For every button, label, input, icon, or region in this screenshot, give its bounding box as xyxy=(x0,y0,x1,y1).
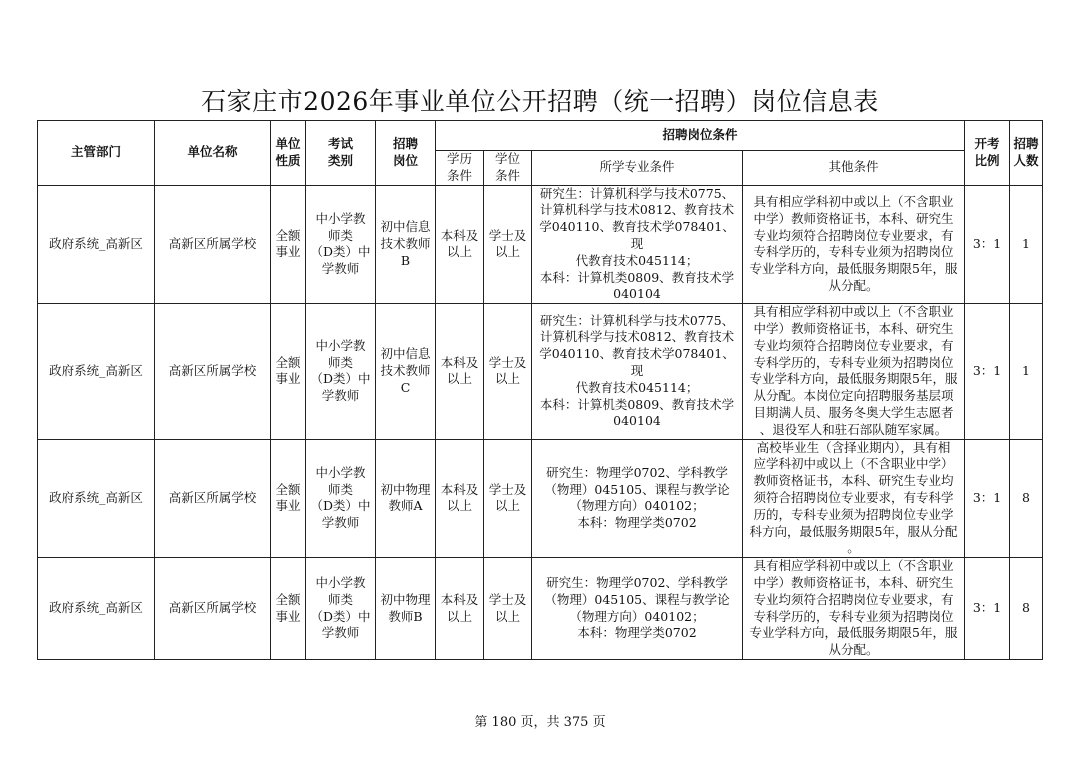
cell-degree: 学士及 以上 xyxy=(484,558,532,660)
cell-dept: 政府系统_高新区 xyxy=(38,439,155,558)
cell-other: 具有相应学科初中或以上（不含职业 中学）教师资格证书，本科、研究生 专业均须符合招聘岗位专业要求，有 专科学历的，专科专业须为招聘岗位 专业学科方向，最低服务期限5年，服 从分配。 xyxy=(743,185,965,304)
cell-position: 初中信息 技术教师 B xyxy=(376,185,436,304)
page-title: 石家庄市2026年事业单位公开招聘（统一招聘）岗位信息表 xyxy=(201,87,879,116)
cell-dept: 政府系统_高新区 xyxy=(38,185,155,304)
table-row xyxy=(38,558,1043,660)
cell-degree: 学士及 以上 xyxy=(484,185,532,304)
header-conditions-group: 招聘岗位条件 xyxy=(436,121,965,151)
header-unit: 单位名称 xyxy=(155,121,271,186)
cell-other: 具有相应学科初中或以上（不含职业 中学）教师资格证书，本科、研究生 专业均须符合招聘岗位专业要求，有 专科学历的，专科专业须为招聘岗位 专业学科方向，最低服务期限5年，服 从分配。 xyxy=(743,558,965,660)
header-major: 所学专业条件 xyxy=(532,151,743,186)
cell-nature: 全额 事业 xyxy=(271,185,306,304)
cell-position: 初中信息 技术教师 C xyxy=(376,304,436,439)
cell-dept: 政府系统_高新区 xyxy=(38,558,155,660)
header-education: 学历 条件 xyxy=(436,151,484,186)
cell-ratio: 3：1 xyxy=(965,558,1010,660)
cell-degree: 学士及 以上 xyxy=(484,439,532,558)
cell-other: 具有相应学科初中或以上（不含职业 中学）教师资格证书，本科、研究生 专业均须符合招聘岗位专业要求，有 专科学历的，专科专业须为招聘岗位 专业学科方向，最低服务期限5年，服 从分配。本岗位定向招聘服务基层项 目期满人员、服务冬奥大学生志愿者 、退役军人和驻石部队随军家属。 xyxy=(743,304,965,439)
cell-nature: 全额 事业 xyxy=(271,439,306,558)
cell-ratio: 3：1 xyxy=(965,439,1010,558)
table-row xyxy=(38,439,1043,558)
cell-major: 研究生：物理学0702、学科教学 （物理）045105、课程与教学论 （物理方向）040102； 本科：物理学类0702 xyxy=(532,558,743,660)
table-row xyxy=(38,185,1043,304)
cell-count: 1 xyxy=(1010,304,1043,439)
cell-ratio: 3：1 xyxy=(965,185,1010,304)
header-nature: 单位 性质 xyxy=(271,121,306,186)
header-count: 招聘 人数 xyxy=(1010,121,1043,186)
cell-education: 本科及 以上 xyxy=(436,304,484,439)
table-row xyxy=(38,304,1043,439)
header-ratio: 开考 比例 xyxy=(965,121,1010,186)
cell-major: 研究生：计算机科学与技术0775、 计算机科学与技术0812、教育技术 学040110、教育技术学078401、现 代教育技术045114； 本科：计算机类0809、教育技术学 040104 xyxy=(532,185,743,304)
cell-position: 初中物理 教师B xyxy=(376,558,436,660)
cell-exam-type: 中小学教 师类 （D类）中 学教师 xyxy=(306,439,376,558)
cell-education: 本科及 以上 xyxy=(436,185,484,304)
cell-major: 研究生：物理学0702、学科教学 （物理）045105、课程与教学论 （物理方向）040102； 本科：物理学类0702 xyxy=(532,439,743,558)
cell-position: 初中物理 教师A xyxy=(376,439,436,558)
cell-nature: 全额 事业 xyxy=(271,304,306,439)
header-position: 招聘 岗位 xyxy=(376,121,436,186)
cell-count: 1 xyxy=(1010,185,1043,304)
header-other: 其他条件 xyxy=(743,151,965,186)
cell-major: 研究生：计算机科学与技术0775、 计算机科学与技术0812、教育技术 学040110、教育技术学078401、现 代教育技术045114； 本科：计算机类0809、教育技术学 040104 xyxy=(532,304,743,439)
cell-count: 8 xyxy=(1010,439,1043,558)
cell-unit: 高新区所属学校 xyxy=(155,185,271,304)
header-dept: 主管部门 xyxy=(38,121,155,186)
cell-dept: 政府系统_高新区 xyxy=(38,304,155,439)
cell-exam-type: 中小学教 师类 （D类）中 学教师 xyxy=(306,558,376,660)
cell-unit: 高新区所属学校 xyxy=(155,439,271,558)
cell-degree: 学士及 以上 xyxy=(484,304,532,439)
cell-unit: 高新区所属学校 xyxy=(155,558,271,660)
header-degree: 学位 条件 xyxy=(484,151,532,186)
cell-education: 本科及 以上 xyxy=(436,439,484,558)
header-exam-type: 考试 类别 xyxy=(306,121,376,186)
cell-exam-type: 中小学教 师类 （D类）中 学教师 xyxy=(306,185,376,304)
cell-other: 高校毕业生（含择业期内），具有相 应学科初中或以上（不含职业中学） 教师资格证书，本科、研究生专业均 须符合招聘岗位专业要求，有专科学 历的，专科专业须为招聘岗位专业学 科方向，最低服务期限5年，服从分配 。 xyxy=(743,439,965,558)
cell-education: 本科及 以上 xyxy=(436,558,484,660)
cell-count: 8 xyxy=(1010,558,1043,660)
job-info-table xyxy=(37,120,1043,660)
cell-nature: 全额 事业 xyxy=(271,558,306,660)
page-footer: 第 180 页，共 375 页 xyxy=(474,715,606,730)
cell-ratio: 3：1 xyxy=(965,304,1010,439)
cell-exam-type: 中小学教 师类 （D类）中 学教师 xyxy=(306,304,376,439)
cell-unit: 高新区所属学校 xyxy=(155,304,271,439)
